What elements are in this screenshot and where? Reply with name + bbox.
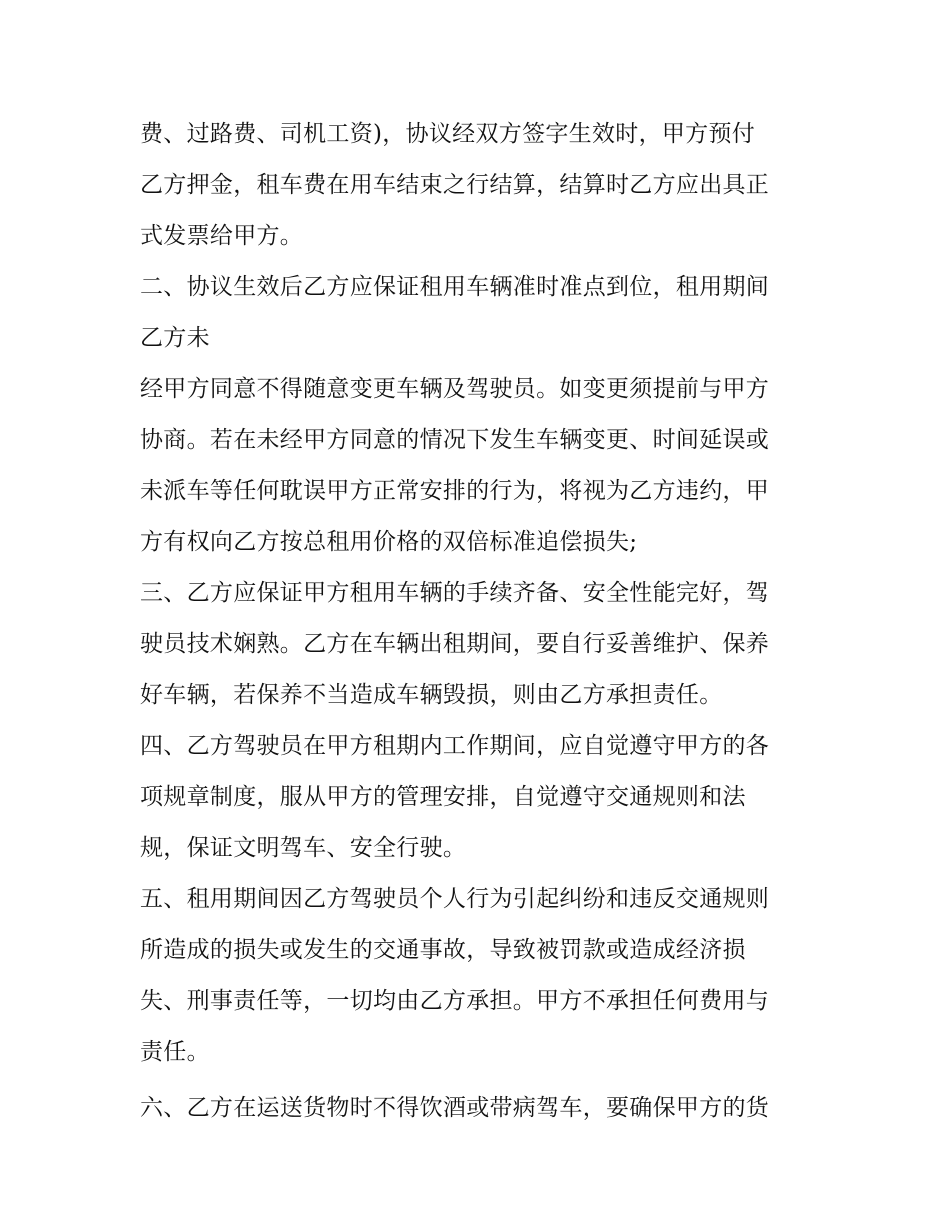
text-line: 三、乙方应保证甲方租用车辆的手续齐备、安全性能完好，驾: [140, 580, 770, 606]
text-line: 经甲方同意不得随意变更车辆及驾驶员。如变更须提前与甲方: [140, 376, 770, 402]
text-line: 未派车等任何耽误甲方正常安排的行为，将视为乙方违约，甲: [140, 478, 770, 504]
text-line: 二、协议生效后乙方应保证租用车辆准时准点到位，租用期间: [140, 274, 770, 300]
text-line: 四、乙方驾驶员在甲方租期内工作期间，应自觉遵守甲方的各: [140, 733, 770, 759]
text-line: 乙方未: [140, 325, 210, 351]
text-line: 所造成的损失或发生的交通事故，导致被罚款或造成经济损: [140, 937, 746, 963]
text-line: 责任。: [140, 1039, 210, 1065]
text-line: 费、过路费、司机工资)，协议经双方签字生效时，甲方预付: [140, 121, 756, 147]
text-line: 项规章制度，服从甲方的管理安排，自觉遵守交通规则和法: [140, 784, 746, 810]
text-line: 乙方押金，租车费在用车结束之行结算，结算时乙方应出具正: [140, 172, 770, 198]
text-line: 好车辆，若保养不当造成车辆毁损，则由乙方承担责任。: [140, 682, 723, 708]
text-line: 规，保证文明驾车、安全行驶。: [140, 835, 467, 861]
text-line: 式发票给甲方。: [140, 223, 304, 249]
text-line: 驶员技术娴熟。乙方在车辆出租期间，要自行妥善维护、保养: [140, 631, 770, 657]
contract-text-body: [140, 109, 820, 1134]
text-line: 六、乙方在运送货物时不得饮酒或带病驾车，要确保甲方的货: [140, 1095, 770, 1121]
text-line: 协商。若在未经甲方同意的情况下发生车辆变更、时间延误或: [140, 427, 770, 453]
text-line: 五、租用期间因乙方驾驶员个人行为引起纠纷和违反交通规则: [140, 886, 770, 912]
text-line: 失、刑事责任等，一切均由乙方承担。甲方不承担任何费用与: [140, 988, 770, 1014]
text-line: 方有权向乙方按总租用价格的双倍标准追偿损失;: [140, 529, 638, 555]
